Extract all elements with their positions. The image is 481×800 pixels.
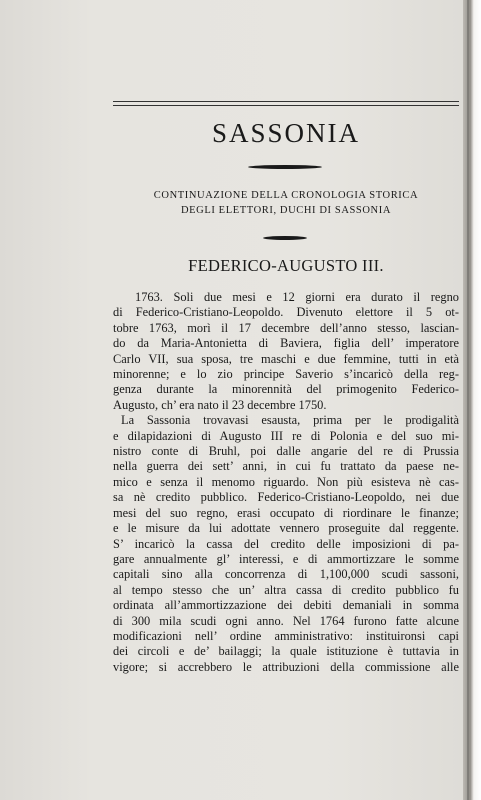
text-line: tobre 1763, morì il 17 decembre dell’anno stesso, lascian-	[113, 320, 459, 335]
text-line: e dilapidazioni di Augusto III re di Polonia e del suo mi-	[113, 428, 459, 443]
text-line: minorenne; e lo zio principe Saverio s’incaricò della reg-	[113, 367, 459, 382]
page-edge	[463, 0, 481, 800]
subtitle-line-1: CONTINUAZIONE DELLA CRONOLOGIA STORICA	[153, 190, 419, 201]
text-line: mesi del suo regno, erasi occupato di riordinare le finanze;	[113, 505, 459, 520]
text-line: dei circoli e de’ bailaggi; la quale istituzione è tuttavia in	[113, 644, 459, 659]
year-marker: 1763.	[135, 290, 163, 304]
text-line: di 300 mila scudi ogni anno. Nel 1764 furono fatte alcune	[113, 613, 459, 628]
text-line: genza durante la minorennità del primogenito Federico-	[113, 382, 459, 397]
text-line: nistro conte di Bruhl, poi dalle angarie del re di Prussia	[113, 444, 459, 459]
page-edge-shadow	[467, 0, 469, 800]
text-line: vigore; si accrebbero le attribuzioni della commissione alle	[113, 659, 459, 674]
text-line: S’ incaricò la cassa del credito delle imposizioni di pa-	[113, 536, 459, 551]
subtitle-ornament-rule	[263, 236, 307, 240]
text-line: do da Maria-Antonietta di Baviera, figlia dell’ imperatore	[113, 336, 459, 351]
text-line: Augusto, ch’ era nato il 23 decembre 1750.	[113, 397, 327, 412]
text-line: gare annualmente gl’ interessi, e di ammortizzare le somme	[113, 551, 459, 566]
text-line: Carlo VII, sua sposa, tre maschi e due femmine, tutti in età	[113, 351, 459, 366]
text-line: mico e senza il menomo riguardo. Non più esisteva nè cas-	[113, 474, 459, 489]
body-text	[113, 290, 459, 675]
text-line: modificazioni nell’ ordine amministrativo: instituironsi capi	[113, 628, 459, 643]
text-line	[113, 290, 459, 305]
text-line: al tempo stesso che un’ altra cassa di credito pubblico fu	[113, 582, 459, 597]
chapter-heading: FEDERICO-AUGUSTO III.	[188, 256, 384, 275]
text-line: ordinata all’ammortizzazione dei debiti demaniali in somma	[113, 598, 459, 613]
header-double-rule	[113, 101, 459, 106]
text-line: capitali sino alla concorrenza di 1,100,000 scudi sassoni,	[113, 567, 459, 582]
subtitle-line-2: DEGLI ELETTORI, DUCHI DI SASSONIA	[180, 205, 392, 216]
text-line: sa nè credito pubblico. Federico-Cristiano-Leopoldo, nei due	[113, 490, 459, 505]
text-line: nella guerra dei sett’ anni, in cui fu trattato da paese ne-	[113, 459, 459, 474]
paragraph-1	[113, 290, 459, 413]
text-line-content: La Sassonia trovavasi esausta, prima per le prodigalità	[121, 413, 459, 428]
text-line-content: Soli due mesi e 12 giorni era durato il regno	[173, 290, 459, 304]
text-line: e le misure da lui adottate vennero proseguite dal reggente.	[113, 521, 459, 536]
title-ornament-rule	[248, 165, 322, 169]
text-line	[113, 413, 459, 428]
text-line: di Federico-Cristiano-Leopoldo. Divenuto elettore il 5 ot-	[113, 305, 459, 320]
section-subtitle	[113, 188, 459, 218]
paragraph-2	[113, 413, 459, 675]
page-title: SASSONIA	[211, 118, 361, 148]
